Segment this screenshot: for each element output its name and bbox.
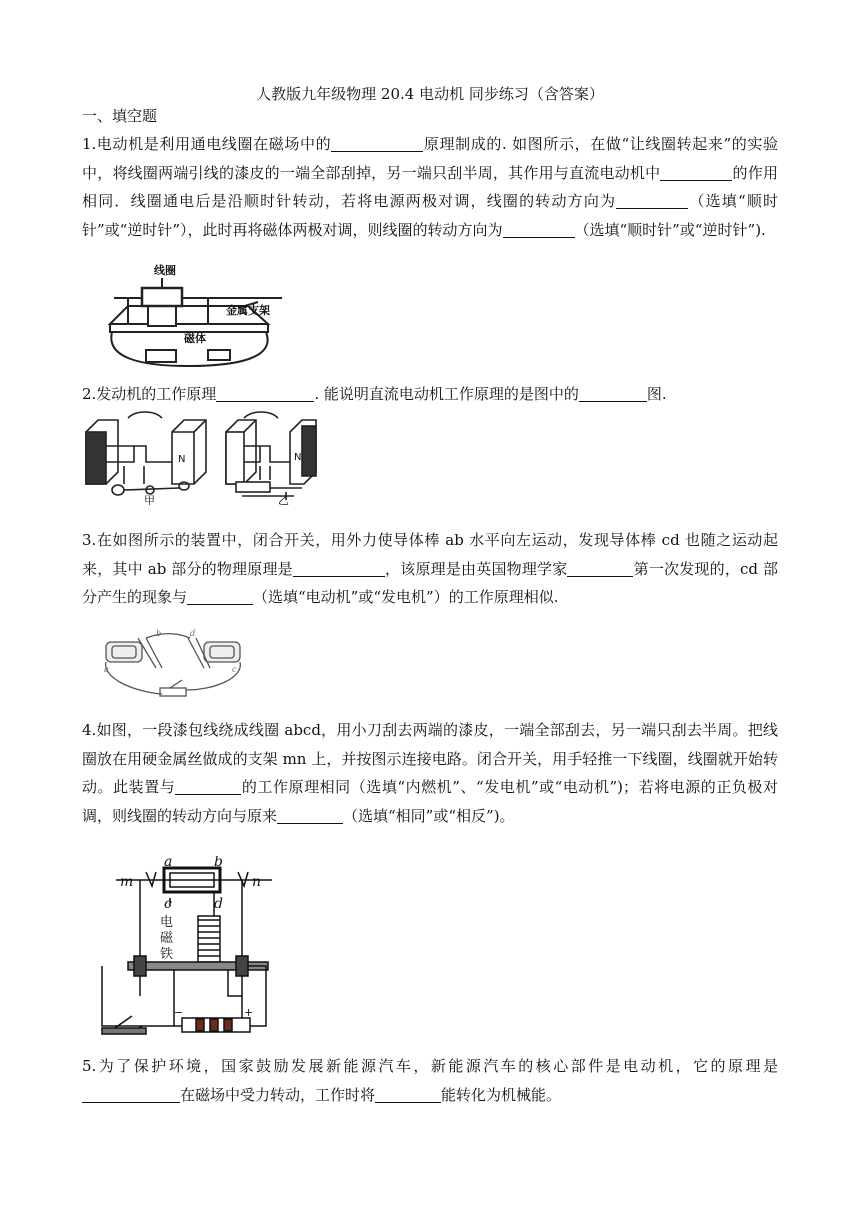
q3-blank-3[interactable] [187, 588, 253, 605]
fig4-label-a: a [164, 856, 173, 870]
q2-blank-1[interactable] [216, 385, 314, 402]
figure-1-coil-apparatus [98, 262, 288, 372]
q2-text-b: . 能说明直流电动机工作原理的是图中的 [314, 385, 579, 403]
q4-blank-2[interactable] [277, 807, 343, 824]
fig1-label-bracket: 金属支架 [226, 304, 270, 317]
page-title: 人教版九年级物理 20.4 电动机 同步练习（含答案） [256, 85, 604, 103]
question-3 [82, 526, 778, 612]
q3-text-b: ，该原理是由英国物理学家 [384, 559, 568, 578]
q2-blank-2[interactable] [579, 385, 647, 402]
q1-blank-4[interactable] [503, 221, 575, 238]
question-1 [82, 130, 778, 244]
fig4-label-b: b [214, 856, 223, 870]
fig3-label-a: a [104, 665, 109, 674]
question-2 [82, 380, 778, 409]
fig2-label-yi: 乙 [278, 494, 289, 505]
q4-text-a: 4.如图，一段漆包线绕成线圈 abcd，用小刀刮去两端的漆皮，一端全部刮去，另一端只刮去半周。把线圈放在用硬金属丝做成的支架 mn 上，并按图示连接电路。闭合开关，用手轻推一下线圈，线圈就开始转动。此装置与 [82, 721, 778, 796]
fig4-label-electromagnet-2: 磁 [160, 931, 174, 946]
fig3-label-b: b [156, 629, 162, 638]
q3-text-c: 第一次发现的，cd 部分产生的现象与 [82, 559, 778, 606]
q5-blank-1[interactable] [82, 1086, 180, 1103]
figure-4-circuit [98, 856, 274, 1036]
q3-blank-1[interactable] [293, 560, 385, 577]
fig4-label-n: n [252, 874, 262, 890]
q1-blank-2[interactable] [660, 164, 732, 181]
fig4-label-minus: − [174, 1006, 184, 1019]
q5-text-a: 5.为了保护环境，国家鼓励发展新能源汽车，新能源汽车的核心部件是电动机，它的原理是 [82, 1057, 778, 1075]
q2-text-c: 图. [646, 385, 667, 403]
q4-text-c: （选填“相同”或“相反”)。 [343, 806, 515, 825]
q4-blank-1[interactable] [175, 778, 241, 795]
q5-text-b: 在磁场中受力转动，工作时将 [180, 1085, 376, 1104]
fig2-label-jia: 甲 [144, 494, 155, 505]
fig4-label-electromagnet-1: 电 [160, 915, 174, 930]
question-5 [82, 1052, 778, 1109]
q3-text-d: （选填“电动机”或“发电机”）的工作原理相似. [253, 588, 559, 606]
q5-blank-2[interactable] [375, 1086, 441, 1103]
fig2-left-n-label: N [178, 454, 186, 465]
question-4 [82, 716, 778, 830]
q1-text-a: 1.电动机是利用通电线圈在磁场中的 [82, 135, 332, 153]
q1-blank-3[interactable] [616, 192, 688, 209]
fig4-label-d: d [214, 896, 223, 912]
fig4-label-electromagnet-3: 铁 [160, 947, 174, 962]
figure-2-motor-diagrams [84, 410, 320, 505]
fig1-label-coil: 线圈 [154, 264, 176, 277]
fig4-label-m: m [120, 874, 134, 890]
fig4-label-c: c [164, 896, 172, 912]
fig3-label-c: c [232, 665, 237, 674]
q1-text-c: 的作用相同．线圈通电后是沿顺时针转动，若将电源两极对调，线圈的转动方向为 [82, 163, 778, 210]
fig4-label-plus: + [244, 1006, 254, 1019]
fig2-right-n-label: N [294, 452, 302, 463]
q1-text-b: 原理制成的. 如图所示，在做“让线圈转起来”的实验中，将线圈两端引线的漆皮的一端全部刮掉，另一端只刮半周，其作用与直流电动机中 [82, 135, 778, 182]
figure-3-conductor-rods [104, 628, 244, 706]
fig3-label-d: d [190, 629, 196, 638]
q3-text-a: 3.在如图所示的装置中，闭合开关，用外力使导体棒 ab 水平向左运动，发现导体棒 cd 也随之运动起来，其中 ab 部分的物理原理是 [82, 531, 778, 578]
q4-text-b: 的工作原理相同（选填“内燃机”、“发电机”或“电动机”)；若将电源的正负极对调，则线圈的转动方向与原来 [82, 778, 778, 825]
q1-text-d: （选填“顺时针”或“逆时针”），此时再将磁体两极对调，则线圈的转动方向为 [82, 192, 778, 239]
q1-blank-1[interactable] [331, 135, 423, 152]
q2-text-a: 2.发动机的工作原理 [82, 385, 217, 403]
section-heading: 一、填空题 [82, 107, 158, 125]
fig1-label-magnet: 磁体 [184, 332, 206, 345]
q5-text-c: 能转化为机械能。 [441, 1085, 562, 1104]
q3-blank-2[interactable] [567, 560, 633, 577]
q1-text-e: （选填“顺时针”或“逆时针”). [574, 220, 766, 239]
